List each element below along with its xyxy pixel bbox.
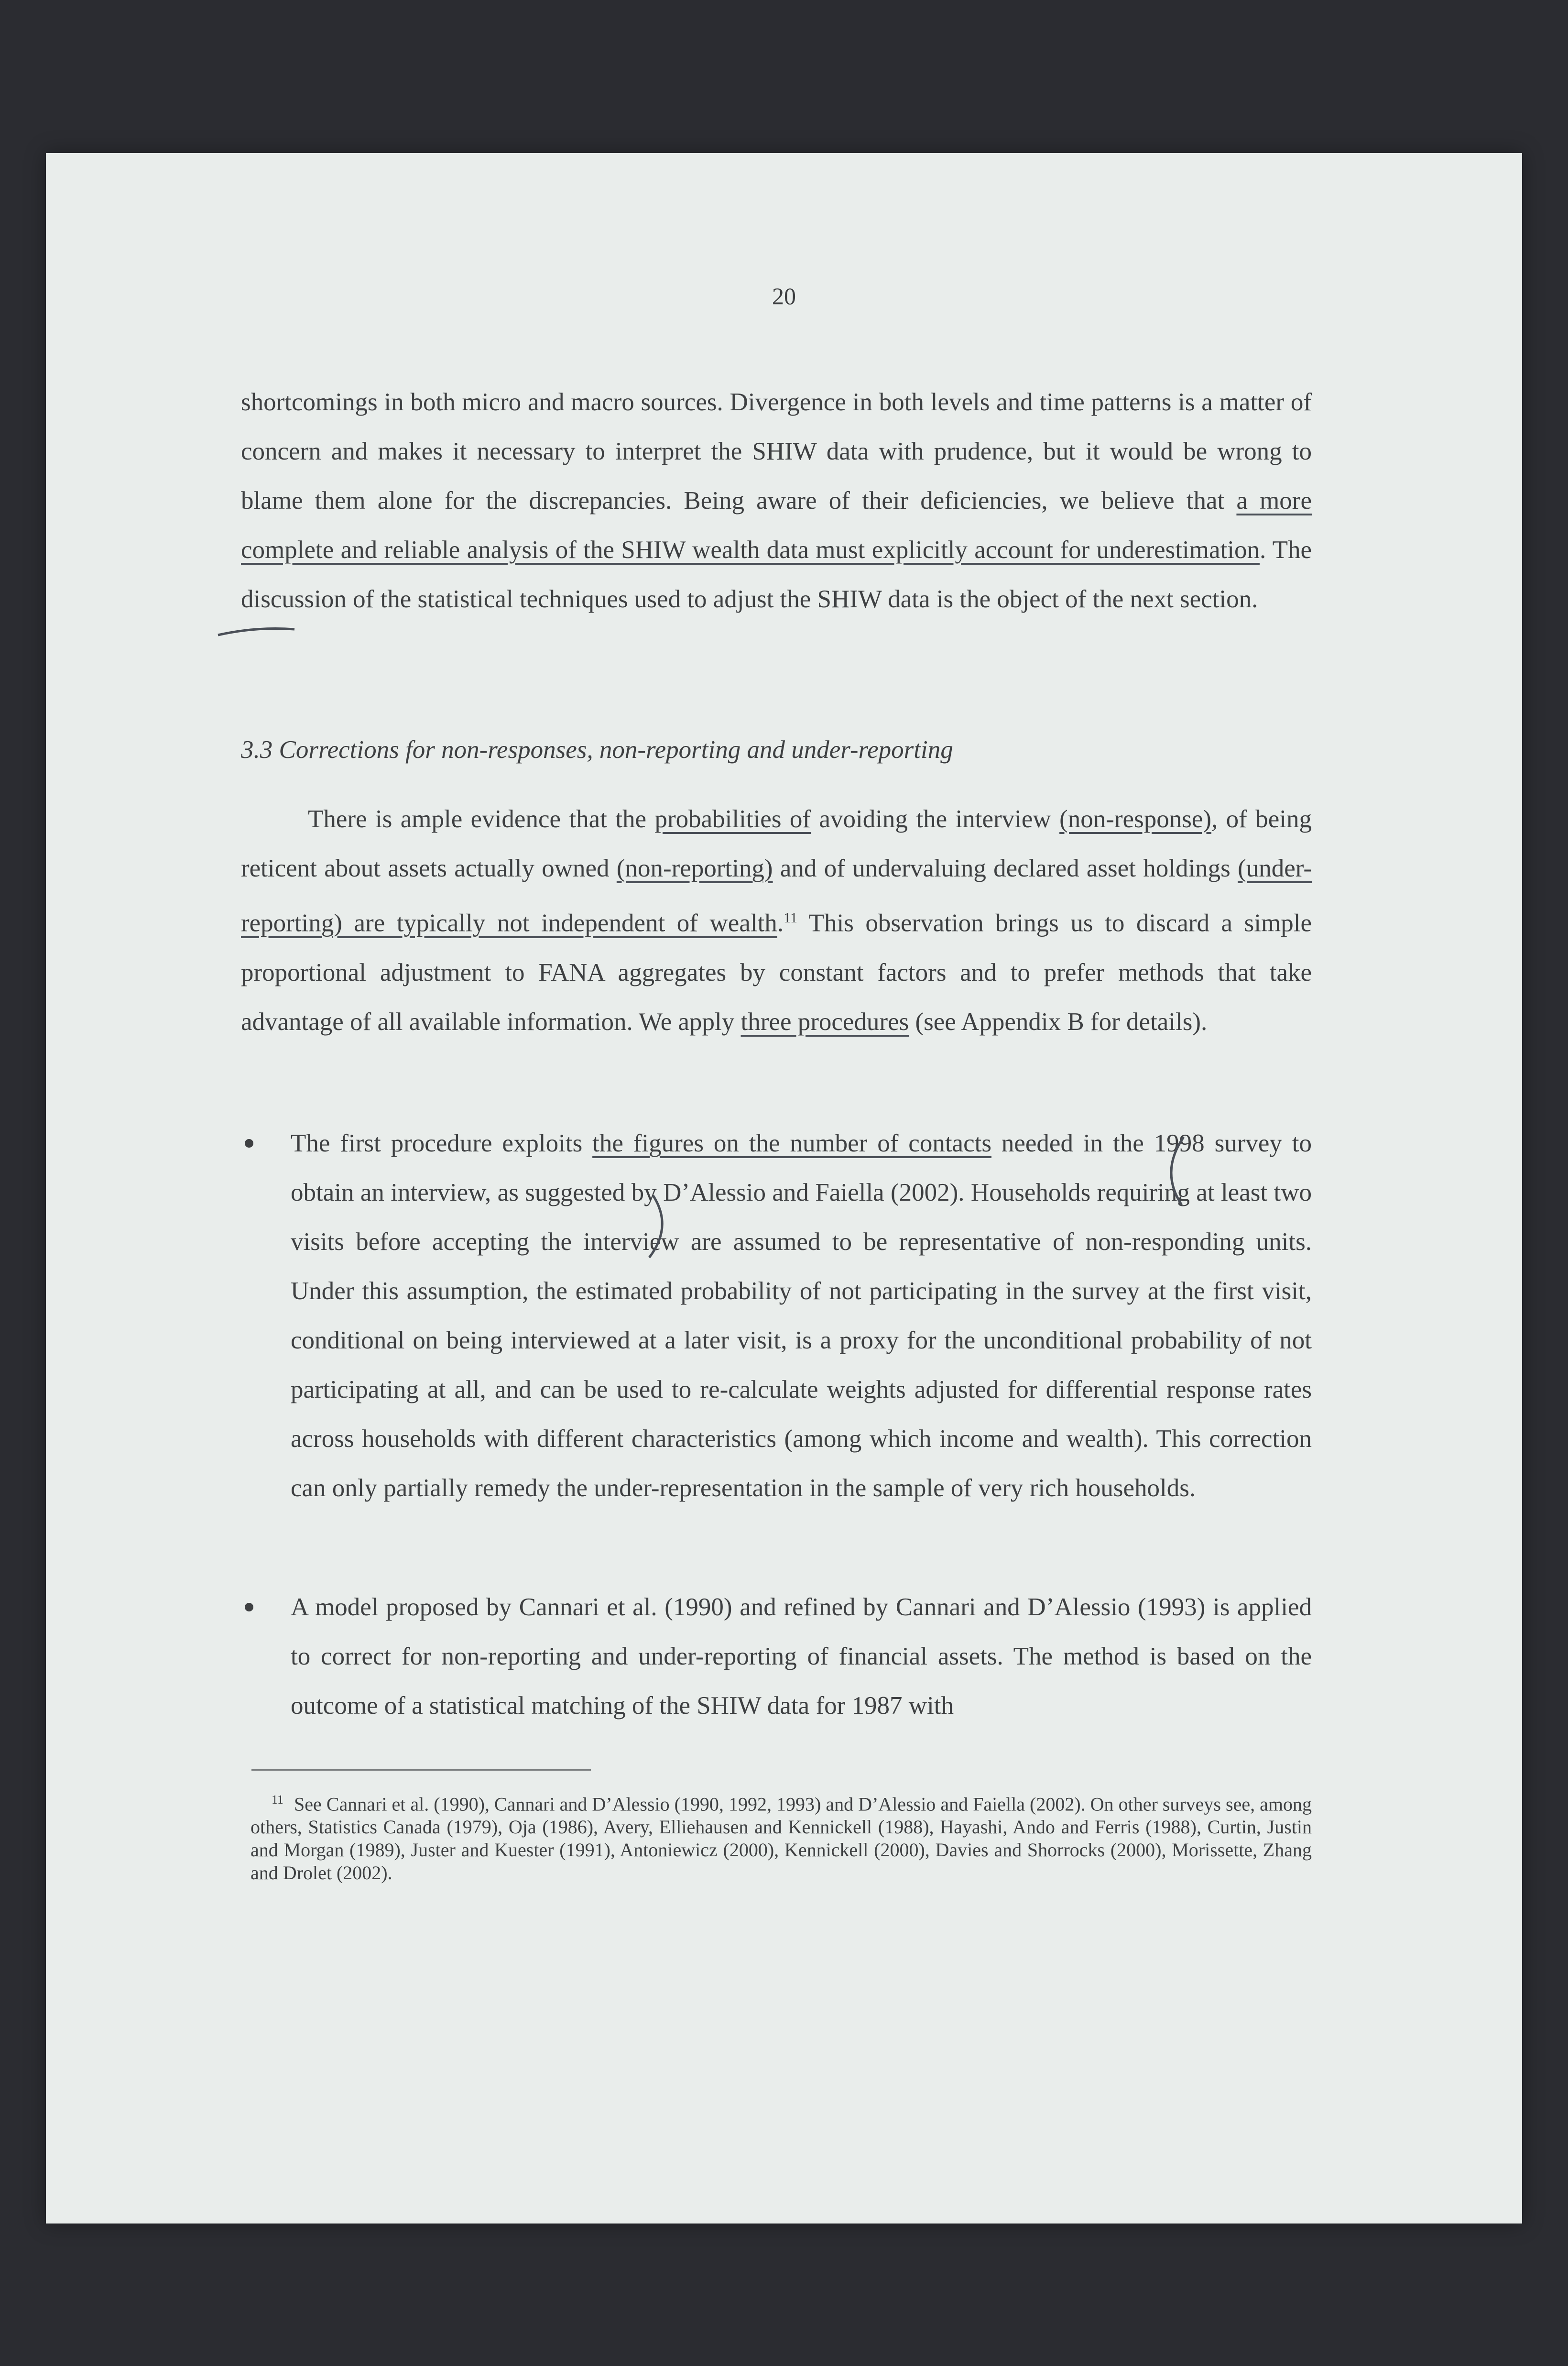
paragraph-text: , of being reticent about assets actually owned [241, 805, 1312, 882]
paper-page [46, 153, 1522, 2224]
bullet-dot [245, 1603, 253, 1611]
pen-hook-mark [218, 629, 294, 635]
paragraph-text: avoiding the interview [811, 805, 1060, 833]
footnote-mark: 11 [272, 1793, 284, 1807]
underlined-phrase: the figures on the number of contacts [592, 1129, 991, 1157]
paragraph-text: . [777, 909, 784, 937]
page-number: 20 [772, 283, 796, 309]
paragraph-text: . The discussion of the statistical techniques used to adjust the SHIW data is the object of the next section. [241, 536, 1312, 613]
bullet-dot [245, 1139, 253, 1148]
underlined-phrase: (under-reporting) are typically not independent of wealth [241, 854, 1312, 937]
bullet-text [291, 1119, 1312, 1513]
bullet-text-part: The first procedure exploits [291, 1129, 593, 1157]
underlined-phrase: (non-reporting) [616, 854, 773, 882]
paragraph-text: There is ample evidence that the [308, 805, 655, 833]
underlined-phrase: (non-response) [1059, 805, 1211, 833]
underlined-phrase: probabilities of [654, 805, 811, 833]
paragraph-shortcomings [241, 378, 1312, 624]
paragraph-evidence [241, 795, 1312, 1047]
bullet-text: A model proposed by Cannari et al. (1990) and refined by Cannari and D’Alessio (1993) is applied to correct for non-reporting and under-reporting of financial assets. The method is based on the outcome of a statistical matching of the SHIW data for 1987 with [291, 1593, 1312, 1720]
underlined-phrase: a more complete and reliable analysis of the SHIW wealth data must explicitly account for underestimation [241, 487, 1312, 564]
paragraph-text: This observation brings us to discard a simple proportional adjustment to FANA aggregates by constant factors and to prefer methods that take advantage of all available information. We apply [241, 909, 1312, 1036]
paragraph-text: shortcomings in both micro and macro sources. Divergence in both levels and time patterns is a matter of concern and makes it necessary to interpret the SHIW data with prudence, but it would be wrong to blame them alone for the discrepancies. Being aware of their deficiencies, we believe that [241, 388, 1312, 515]
footnote-reference: 11 [784, 910, 797, 926]
paragraph-text: (see Appendix B for details). [909, 1008, 1208, 1036]
paragraph-text: and of undervaluing declared asset holdings [773, 854, 1238, 882]
footnote-divider [251, 1769, 591, 1771]
underlined-phrase: three procedures [740, 1008, 909, 1036]
bullet-text-part: needed in the 1998 survey to obtain an interview, as suggested by D’Alessio and Faiella (2002). Households requiring at least two visits before accepting the interview are assumed to be representative of non-responding units. Under this assumption, the estimated probability of not participating in the survey at the first visit, conditional on being interviewed at a later visit, is a proxy for the unconditional probability of not participating at all, and can be used to re-calculate weights adjusted for differential response rates across households with different characteristics (among which income and wealth). This correction can only partially remedy the under-representation in the sample of very rich households. [291, 1129, 1312, 1502]
footnote-text: See Cannari et al. (1990), Cannari and D’Alessio (1990, 1992, 1993) and D’Alessio and Faiella (2002). On other surveys see, among others, Statistics Canada (1979), Oja (1986), Avery, Elliehausen and Kennickell (1988), Hayashi, Ando and Ferris (1988), Curtin, Justin and Morgan (1989), Juster and Kuester (1991), Antoniewicz (2000), Kennickell (2000), Davies and Shorrocks (2000), Morissette, Zhang and Drolet (2002). [250, 1793, 1312, 1884]
section-heading: 3.3 Corrections for non-responses, non-reporting and under-reporting [241, 736, 953, 764]
footnote [250, 1788, 1312, 1884]
